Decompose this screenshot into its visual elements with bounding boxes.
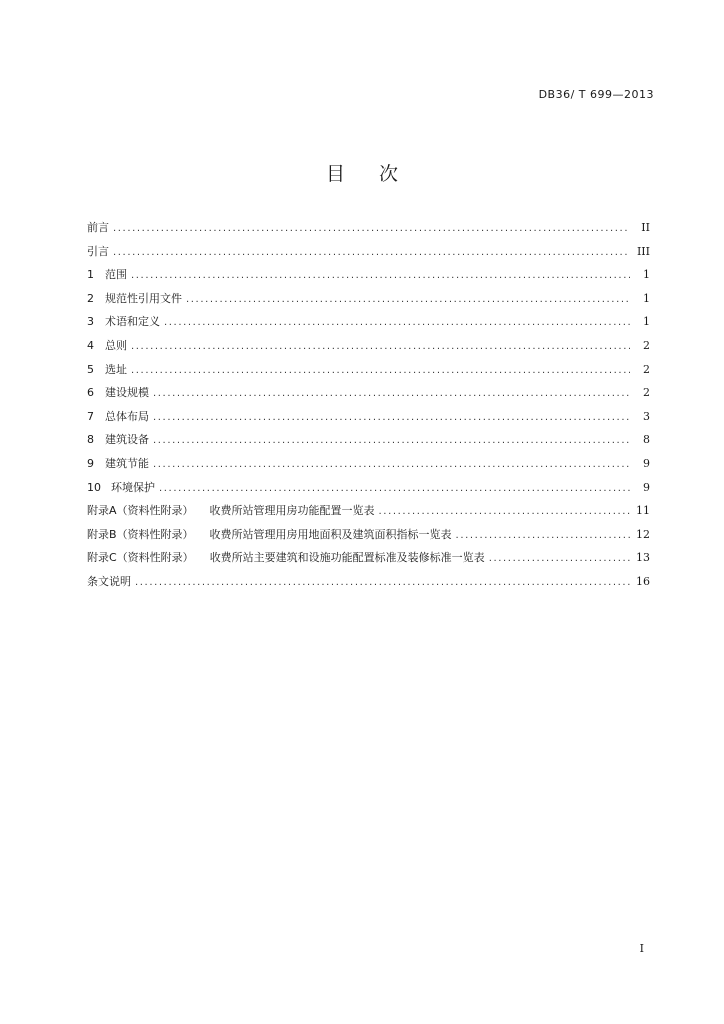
page-number: I <box>639 942 644 955</box>
toc-entry[interactable] <box>87 408 650 432</box>
toc-title <box>0 159 724 186</box>
toc-entry-label: 总则 <box>105 338 127 352</box>
toc-leader-dots <box>113 247 630 258</box>
toc-entry-label: 建筑节能 <box>105 456 149 470</box>
toc-entry-page: 2 <box>643 338 650 352</box>
toc-entry[interactable] <box>87 313 650 337</box>
toc-entry-page: 9 <box>643 480 650 494</box>
toc-leader-dots <box>131 341 630 352</box>
toc-entry[interactable] <box>87 290 650 314</box>
toc-title-char-2: 次 <box>379 163 399 185</box>
toc-leader-dots <box>153 412 630 423</box>
toc-leader-dots <box>489 553 630 564</box>
toc-leader-dots <box>186 294 630 305</box>
toc-entry-page: 11 <box>636 504 650 518</box>
toc-entry[interactable] <box>87 384 650 408</box>
toc-entry-number: 6 <box>87 386 94 400</box>
toc-entry-label: 建筑设备 <box>105 433 149 447</box>
toc-entry-label: 引言 <box>87 244 109 258</box>
toc-leader-dots <box>456 530 630 541</box>
toc-title-char-1: 目 <box>325 163 345 185</box>
toc-entry[interactable] <box>87 361 650 385</box>
toc-entry-label: 环境保护 <box>111 480 155 494</box>
toc-entry-number: 7 <box>87 409 94 423</box>
toc-entry[interactable] <box>87 573 650 597</box>
toc-leader-dots <box>164 317 630 328</box>
toc-entry-appendix-prefix: 附录A（资料性附录） <box>87 504 194 518</box>
toc-list <box>87 219 650 597</box>
toc-entry-page: 1 <box>643 268 650 282</box>
toc-entry[interactable] <box>87 526 650 550</box>
toc-entry[interactable] <box>87 549 650 573</box>
toc-entry[interactable] <box>87 219 650 243</box>
toc-entry-label: 规范性引用文件 <box>105 291 182 305</box>
toc-entry-label: 总体布局 <box>105 409 149 423</box>
toc-entry[interactable] <box>87 431 650 455</box>
toc-entry-number: 5 <box>87 362 94 376</box>
toc-entry-page: 1 <box>643 315 650 329</box>
toc-entry[interactable] <box>87 479 650 503</box>
toc-leader-dots <box>153 388 630 399</box>
toc-entry-page: 8 <box>643 433 650 447</box>
toc-leader-dots <box>159 483 630 494</box>
toc-leader-dots <box>379 506 630 517</box>
toc-entry-label: 收费所站管理用房用地面积及建筑面积指标一览表 <box>209 527 452 541</box>
toc-entry-number: 2 <box>87 291 94 305</box>
toc-entry-page: 13 <box>636 551 650 565</box>
toc-entry-page: 2 <box>643 386 650 400</box>
toc-entry-label: 范围 <box>105 268 127 282</box>
toc-entry[interactable] <box>87 337 650 361</box>
toc-leader-dots <box>131 270 630 281</box>
standard-number: DB36/ T 699—2013 <box>538 88 654 101</box>
toc-entry-label: 收费所站管理用房功能配置一览表 <box>209 504 375 518</box>
toc-entry-label: 条文说明 <box>87 574 131 588</box>
toc-entry-number: 3 <box>87 315 94 329</box>
toc-entry-page: 3 <box>643 409 650 423</box>
toc-entry-appendix-prefix: 附录B（资料性附录） <box>87 527 194 541</box>
toc-entry-page: 2 <box>643 362 650 376</box>
toc-leader-dots <box>135 577 630 588</box>
toc-entry[interactable] <box>87 455 650 479</box>
toc-entry[interactable] <box>87 266 650 290</box>
toc-leader-dots <box>153 435 630 446</box>
toc-entry-page: 16 <box>636 574 650 588</box>
toc-entry-number: 4 <box>87 338 94 352</box>
toc-leader-dots <box>153 459 630 470</box>
toc-entry-label: 收费所站主要建筑和设施功能配置标准及装修标准一览表 <box>209 551 485 565</box>
toc-entry-page: II <box>641 221 650 234</box>
toc-entry-page: 1 <box>643 291 650 305</box>
toc-leader-dots <box>113 223 630 234</box>
toc-entry-page: 12 <box>636 527 650 541</box>
toc-entry[interactable] <box>87 243 650 267</box>
toc-leader-dots <box>131 365 630 376</box>
toc-entry-label: 建设规模 <box>105 386 149 400</box>
toc-entry-number: 9 <box>87 456 94 470</box>
toc-entry-number: 8 <box>87 433 94 447</box>
toc-entry-label: 术语和定义 <box>105 315 160 329</box>
toc-entry-label: 选址 <box>105 362 127 376</box>
toc-entry-page: III <box>636 244 650 258</box>
toc-entry-number: 10 <box>87 480 101 494</box>
toc-entry-page: 9 <box>643 456 650 470</box>
toc-entry-label: 前言 <box>87 221 109 234</box>
toc-entry[interactable] <box>87 502 650 526</box>
toc-entry-number: 1 <box>87 268 94 282</box>
toc-entry-appendix-prefix: 附录C（资料性附录） <box>87 551 194 565</box>
